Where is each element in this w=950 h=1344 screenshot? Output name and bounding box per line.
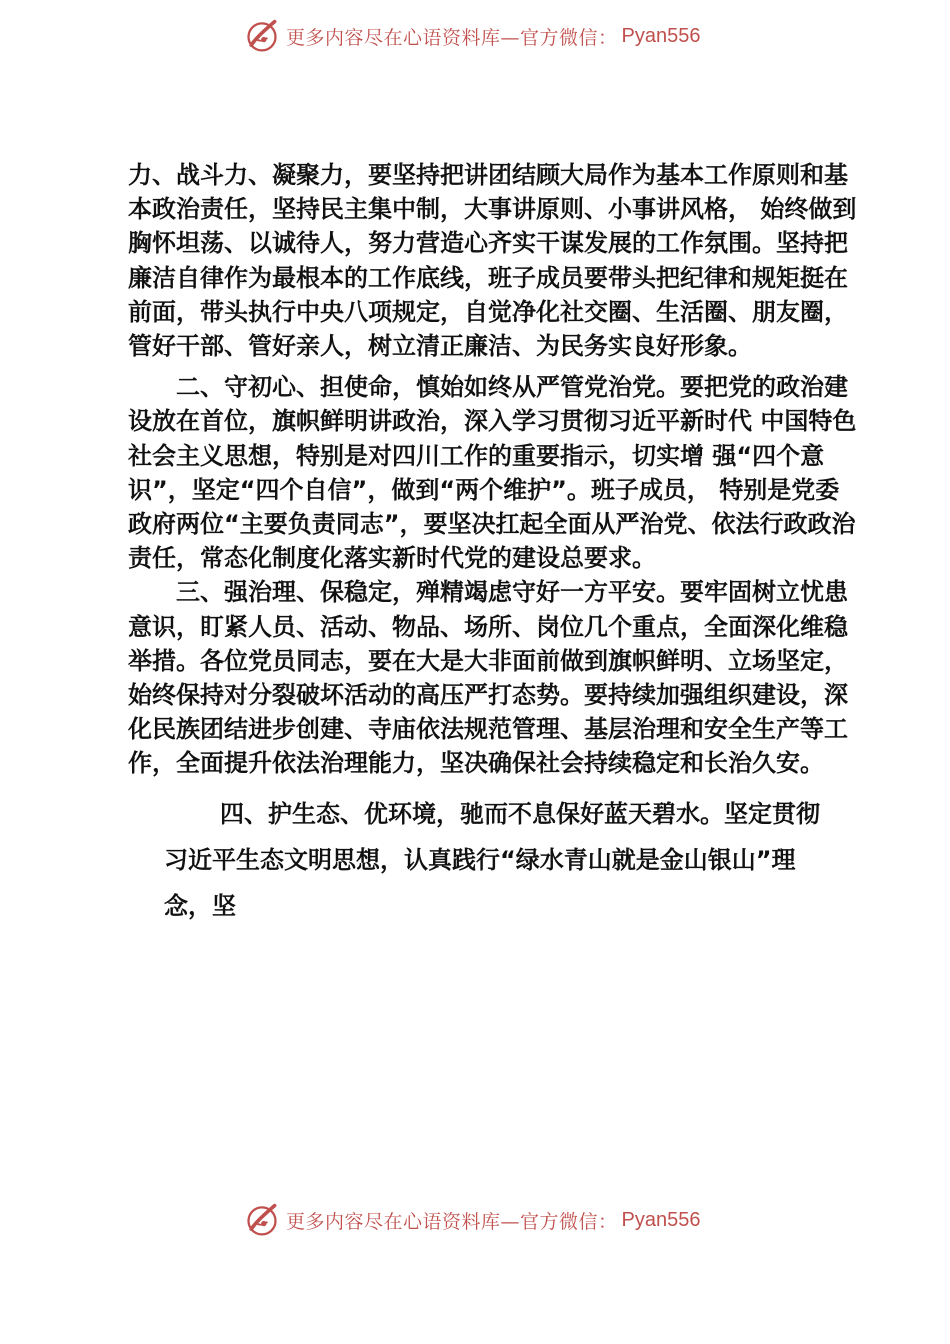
paragraph-4: 四、护生态、优环境，驰而不息保好蓝天碧水。坚定贯彻习近平生态文明思想，认真践行“绿水青山就是金山银山”理念，坚 [164,799,820,920]
paragraph-2: 二、守初心、担使命，慎始如终从严管党治党。要把党的政治建设放在首位，旗帜鲜明讲政治，深入学习贯彻习近平新时代 中国特色社会主义思想，特别是对四川工作的重要指示，切实增 强“四个意识”，坚定“四个自信”，做到“两个维护”。班子成员， 特别是党委政府两位“主要负责同志”，要坚决扛起全面从严治党、依法行政政治责任，常态化制度化落实新时代党的建设总要求。 [128,373,857,573]
paragraph-1: 力、战斗力、凝聚力，要坚持把讲团结顾大局作为基本工作原则和基本政治责任，坚持民主集中制，大事讲原则、小事讲风格， 始终做到胸怀坦荡、以诚待人，努力营造心齐实干谋发展的工作氛围。坚持把廉洁自律作为最根本的工作底线，班子成员要带头把纪律和规矩挺在前面，带头执行中央八项规定，自觉净化社交圈、生活圈、朋友圈，管好干部、管好亲人，树立清正廉洁、为民务实良好形象。 [128,161,857,361]
footer-banner [244,1200,700,1240]
header-site-text: 更多内容尽在心语资料库—官方微信： [286,26,618,49]
footer-wechat-id: Pyan556 [621,1208,701,1231]
footer-site-text: 更多内容尽在心语资料库—官方微信： [286,1210,618,1233]
header-wechat-id: Pyan556 [621,24,701,47]
brush-logo-icon [244,1202,280,1238]
brush-logo-icon [244,18,280,54]
paragraph-3: 三、强治理、保稳定，殚精竭虑守好一方平安。要牢固树立忧患意识，盯紧人员、活动、物品、场所、岗位几个重点，全面深化维稳举措。各位党员同志，要在大是大非面前做到旗帜鲜明、立场坚定，始终保持对分裂破坏活动的高压严打态势。要持续加强组织建设，深化民族团结进步创建、寺庙依法规范管理、基层治理和安全生产等工作，全面提升依法治理能力，坚决确保社会持续稳定和长治久安。 [128,578,848,778]
document-body [128,158,863,929]
header-banner [244,16,700,56]
